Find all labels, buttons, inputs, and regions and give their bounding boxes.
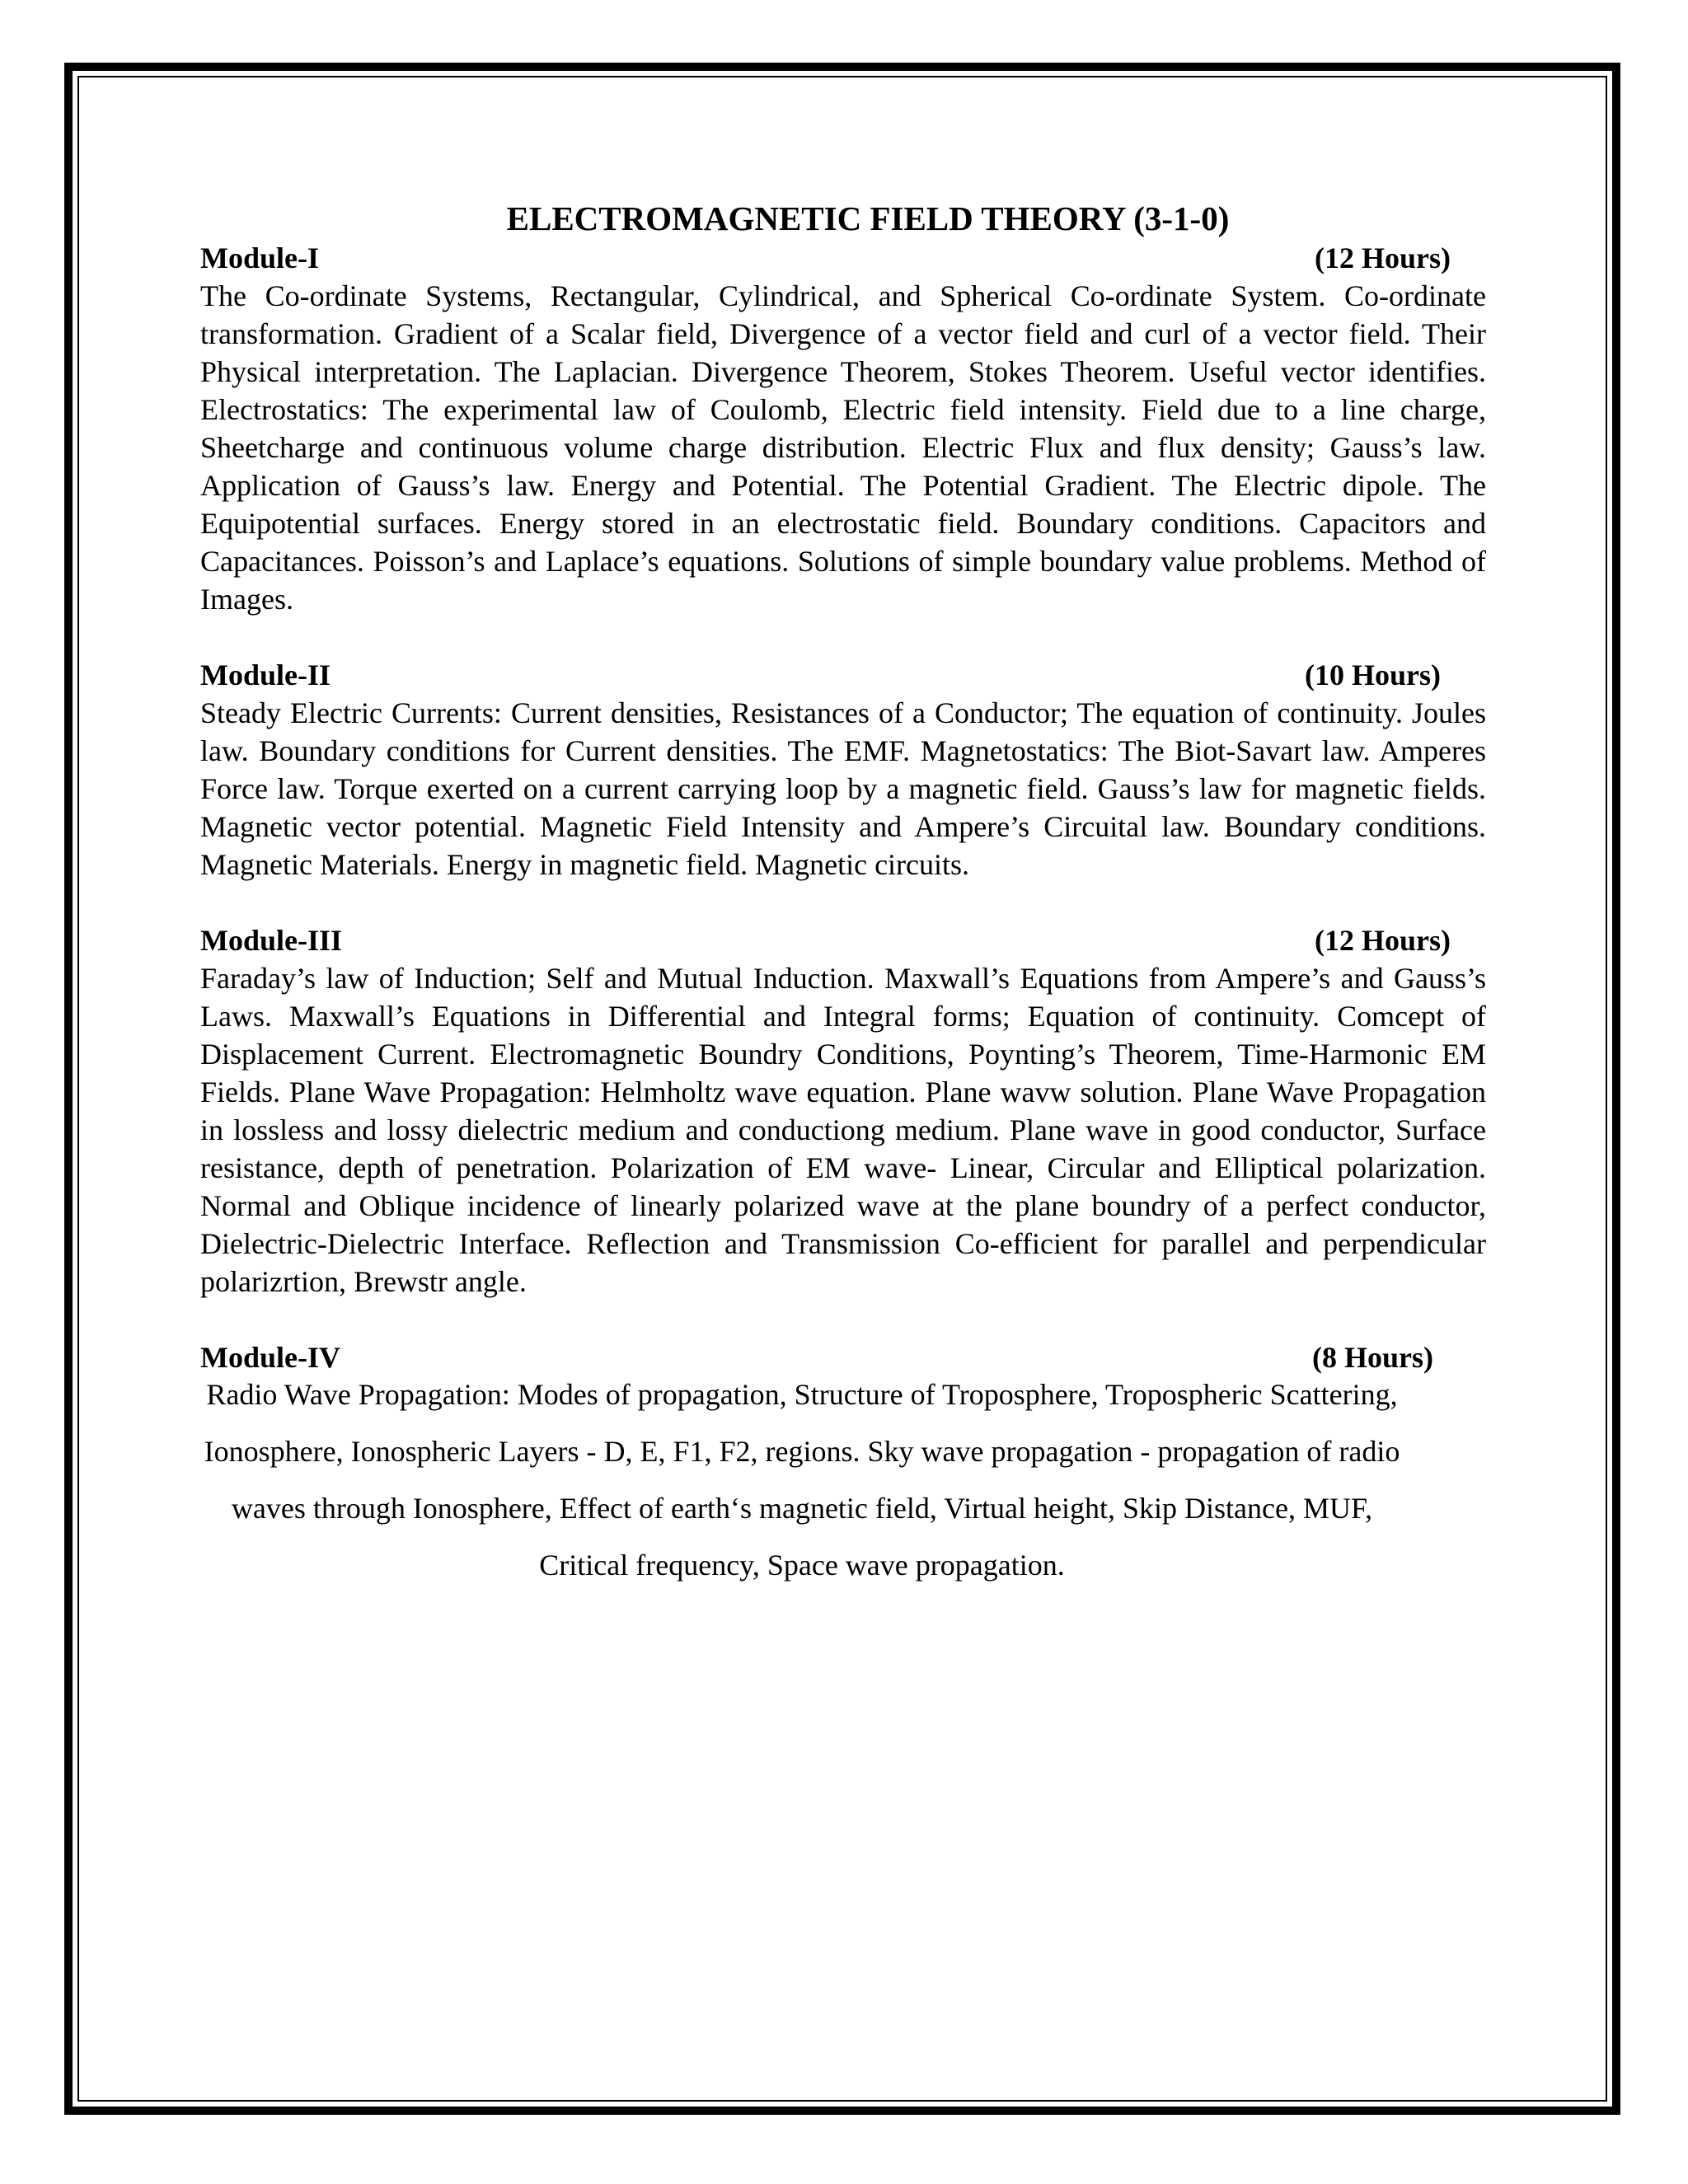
module-1 xyxy=(200,239,1486,618)
module-description: The Co-ordinate Systems, Rectangular, Cylindrical, and Spherical Co-ordinate System. Co-ordinate transformation. Gradient of a Scalar field, Divergence of a vector field and curl of a vector field. Their Physical interpretation. The Laplacian. Divergence Theorem, Stokes Theorem. Useful vector identifies. Electrostatics: The experimental law of Coulomb, Electric field intensity. Field due to a line charge, Sheetcharge and continuous volume charge distribution. Electric Flux and flux density; Gauss’s law. Application of Gauss’s law. Energy and Potential. The Potential Gradient. The Electric dipole. The Equipotential surfaces. Energy stored in an electrostatic field. Boundary conditions. Capacitors and Capacitances. Poisson’s and Laplace’s equations. Solutions of simple boundary value problems. Method of Images. xyxy=(200,279,1486,616)
module-description: Faraday’s law of Induction; Self and Mutual Induction. Maxwall’s Equations from Ampere’s and Gauss’s Laws. Maxwall’s Equations in Differential and Integral forms; Equation of continuity. Comcept of Displacement Current. Electromagnetic Boundry Conditions, Poynting’s Theorem, Time-Harmonic EM Fields. Plane Wave Propagation: Helmholtz wave equation. Plane wavw solution. Plane Wave Propagation in lossless and lossy dielectric medium and conductiong medium. Plane wave in good conductor, Surface resistance, depth of penetration. Polarization of EM wave- Linear, Circular and Elliptical polarization. Normal and Oblique incidence of linearly polarized wave at the plane boundry of a perfect conductor, Dielectric-Dielectric Interface. Reflection and Transmission Co-efficient for parallel and perpendicular polarizrtion, Brewstr angle. xyxy=(200,962,1486,1298)
module-header xyxy=(200,239,1486,277)
section-gap xyxy=(200,1301,1486,1338)
module-description: Steady Electric Currents: Current densities, Resistances of a Conductor; The equation of continuity. Joules law. Boundary conditions for Current densities. The EMF. Magnetostatics: The Biot-Savart law. Amperes Force law. Torque exerted on a current carrying loop by a magnetic field. Gauss’s law for magnetic fields. Magnetic vector potential. Magnetic Field Intensity and Ampere’s Circuital law. Boundary conditions. Magnetic Materials. Energy in magnetic field. Magnetic circuits. xyxy=(200,696,1486,881)
module-hours: (12 Hours) xyxy=(1315,924,1451,957)
module-2 xyxy=(200,656,1486,883)
section-gap xyxy=(200,618,1486,656)
module-hours: (12 Hours) xyxy=(1315,241,1451,274)
module-name: Module-I xyxy=(200,241,319,274)
page-title: ELECTROMAGNETIC FIELD THEORY (3-1-0) xyxy=(506,199,1230,237)
module-4 xyxy=(200,1338,1486,1594)
module-header xyxy=(200,656,1486,694)
module-name: Module-III xyxy=(200,924,343,957)
module-3 xyxy=(200,921,1486,1301)
document-content xyxy=(200,198,1486,1594)
module-hours: (10 Hours) xyxy=(1305,658,1441,691)
module-header xyxy=(200,921,1486,959)
section-gap xyxy=(200,883,1486,921)
module-description: Radio Wave Propagation: Modes of propagation, Structure of Troposphere, Tropospheric Scattering, Ionosphere, Ionospheric Layers - D, E, F1, F2, regions. Sky wave propagation - propagation of radio waves through Ionosphere, Effect of earth‘s magnetic field, Virtual height, Skip Distance, MUF, Critical frequency, Space wave propagation. xyxy=(204,1378,1400,1582)
module-name: Module-IV xyxy=(200,1341,340,1374)
module-hours: (8 Hours) xyxy=(1312,1341,1433,1374)
module-name: Module-II xyxy=(200,658,331,691)
